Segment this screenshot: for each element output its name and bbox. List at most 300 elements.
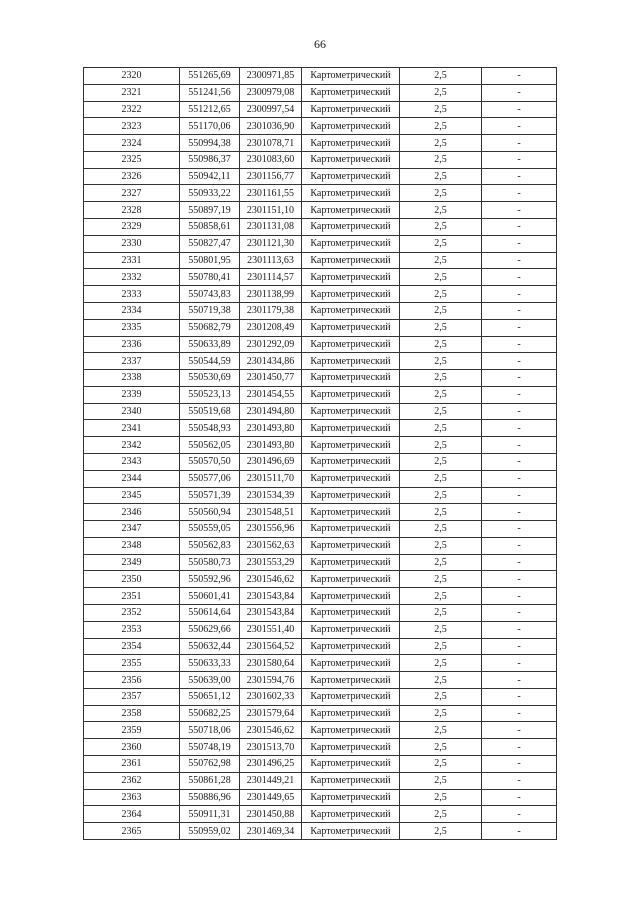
- y-coordinate-cell: 2301546,62: [240, 722, 302, 739]
- x-coordinate-cell: 550633,89: [180, 336, 240, 353]
- note-cell: -: [482, 772, 557, 789]
- error-cell: 2,5: [400, 370, 482, 387]
- note-cell: -: [482, 370, 557, 387]
- table-row: [84, 806, 557, 823]
- method-cell: Картометрический: [302, 789, 400, 806]
- y-coordinate-cell: 2301131,08: [240, 219, 302, 236]
- point-number-cell: 2320: [84, 68, 180, 85]
- table-row: [84, 118, 557, 135]
- note-cell: -: [482, 185, 557, 202]
- point-number-cell: 2340: [84, 403, 180, 420]
- x-coordinate-cell: 550530,69: [180, 370, 240, 387]
- error-cell: 2,5: [400, 286, 482, 303]
- table-row: [84, 588, 557, 605]
- y-coordinate-cell: 2301138,99: [240, 286, 302, 303]
- error-cell: 2,5: [400, 168, 482, 185]
- note-cell: -: [482, 420, 557, 437]
- method-cell: Картометрический: [302, 470, 400, 487]
- note-cell: -: [482, 118, 557, 135]
- point-number-cell: 2325: [84, 151, 180, 168]
- error-cell: 2,5: [400, 638, 482, 655]
- note-cell: -: [482, 286, 557, 303]
- method-cell: Картометрический: [302, 772, 400, 789]
- note-cell: -: [482, 655, 557, 672]
- y-coordinate-cell: 2301083,60: [240, 151, 302, 168]
- y-coordinate-cell: 2301469,34: [240, 823, 302, 840]
- x-coordinate-cell: 550519,68: [180, 403, 240, 420]
- table-row: [84, 302, 557, 319]
- note-cell: -: [482, 537, 557, 554]
- y-coordinate-cell: 2301454,55: [240, 386, 302, 403]
- coordinates-table-body: [84, 68, 557, 840]
- x-coordinate-cell: 550592,96: [180, 571, 240, 588]
- x-coordinate-cell: 550633,33: [180, 655, 240, 672]
- table-row: [84, 722, 557, 739]
- note-cell: -: [482, 219, 557, 236]
- x-coordinate-cell: 550719,38: [180, 302, 240, 319]
- method-cell: Картометрический: [302, 588, 400, 605]
- error-cell: 2,5: [400, 772, 482, 789]
- note-cell: -: [482, 403, 557, 420]
- point-number-cell: 2329: [84, 219, 180, 236]
- method-cell: Картометрический: [302, 621, 400, 638]
- note-cell: -: [482, 571, 557, 588]
- method-cell: Картометрический: [302, 655, 400, 672]
- table-row: [84, 504, 557, 521]
- method-cell: Картометрический: [302, 739, 400, 756]
- method-cell: Картометрический: [302, 806, 400, 823]
- table-row: [84, 571, 557, 588]
- error-cell: 2,5: [400, 672, 482, 689]
- table-row: [84, 453, 557, 470]
- note-cell: -: [482, 504, 557, 521]
- y-coordinate-cell: 2301161,55: [240, 185, 302, 202]
- note-cell: -: [482, 202, 557, 219]
- page-number: 66: [314, 37, 326, 51]
- note-cell: -: [482, 386, 557, 403]
- point-number-cell: 2348: [84, 537, 180, 554]
- note-cell: -: [482, 672, 557, 689]
- point-number-cell: 2322: [84, 101, 180, 118]
- note-cell: -: [482, 353, 557, 370]
- point-number-cell: 2337: [84, 353, 180, 370]
- point-number-cell: 2363: [84, 789, 180, 806]
- error-cell: 2,5: [400, 202, 482, 219]
- point-number-cell: 2326: [84, 168, 180, 185]
- error-cell: 2,5: [400, 504, 482, 521]
- x-coordinate-cell: 550827,47: [180, 235, 240, 252]
- table-row: [84, 739, 557, 756]
- table-row: [84, 202, 557, 219]
- error-cell: 2,5: [400, 353, 482, 370]
- error-cell: 2,5: [400, 554, 482, 571]
- point-number-cell: 2350: [84, 571, 180, 588]
- error-cell: 2,5: [400, 739, 482, 756]
- table-row: [84, 621, 557, 638]
- method-cell: Картометрический: [302, 252, 400, 269]
- note-cell: -: [482, 168, 557, 185]
- method-cell: Картометрический: [302, 118, 400, 135]
- table-row: [84, 487, 557, 504]
- y-coordinate-cell: 2301543,84: [240, 605, 302, 622]
- x-coordinate-cell: 551212,65: [180, 101, 240, 118]
- error-cell: 2,5: [400, 806, 482, 823]
- point-number-cell: 2358: [84, 705, 180, 722]
- y-coordinate-cell: 2301208,49: [240, 319, 302, 336]
- x-coordinate-cell: 550911,31: [180, 806, 240, 823]
- table-row: [84, 403, 557, 420]
- point-number-cell: 2362: [84, 772, 180, 789]
- x-coordinate-cell: 550570,50: [180, 453, 240, 470]
- table-row: [84, 386, 557, 403]
- y-coordinate-cell: 2301078,71: [240, 135, 302, 152]
- note-cell: -: [482, 739, 557, 756]
- method-cell: Картометрический: [302, 722, 400, 739]
- x-coordinate-cell: 550523,13: [180, 386, 240, 403]
- point-number-cell: 2355: [84, 655, 180, 672]
- y-coordinate-cell: 2301449,21: [240, 772, 302, 789]
- x-coordinate-cell: 550639,00: [180, 672, 240, 689]
- y-coordinate-cell: 2301496,69: [240, 453, 302, 470]
- method-cell: Картометрический: [302, 823, 400, 840]
- error-cell: 2,5: [400, 789, 482, 806]
- table-row: [84, 101, 557, 118]
- method-cell: Картометрический: [302, 185, 400, 202]
- point-number-cell: 2351: [84, 588, 180, 605]
- method-cell: Картометрический: [302, 688, 400, 705]
- error-cell: 2,5: [400, 135, 482, 152]
- method-cell: Картометрический: [302, 336, 400, 353]
- note-cell: -: [482, 319, 557, 336]
- error-cell: 2,5: [400, 688, 482, 705]
- y-coordinate-cell: 2301594,76: [240, 672, 302, 689]
- method-cell: Картометрический: [302, 403, 400, 420]
- error-cell: 2,5: [400, 470, 482, 487]
- note-cell: -: [482, 84, 557, 101]
- error-cell: 2,5: [400, 621, 482, 638]
- method-cell: Картометрический: [302, 487, 400, 504]
- x-coordinate-cell: 550601,41: [180, 588, 240, 605]
- method-cell: Картометрический: [302, 135, 400, 152]
- error-cell: 2,5: [400, 420, 482, 437]
- y-coordinate-cell: 2301496,25: [240, 756, 302, 773]
- table-row: [84, 756, 557, 773]
- y-coordinate-cell: 2301602,33: [240, 688, 302, 705]
- point-number-cell: 2331: [84, 252, 180, 269]
- note-cell: -: [482, 688, 557, 705]
- point-number-cell: 2353: [84, 621, 180, 638]
- table-row: [84, 420, 557, 437]
- error-cell: 2,5: [400, 386, 482, 403]
- error-cell: 2,5: [400, 437, 482, 454]
- note-cell: -: [482, 135, 557, 152]
- y-coordinate-cell: 2301121,30: [240, 235, 302, 252]
- x-coordinate-cell: 550614,64: [180, 605, 240, 622]
- method-cell: Картометрический: [302, 219, 400, 236]
- x-coordinate-cell: 550548,93: [180, 420, 240, 437]
- point-number-cell: 2349: [84, 554, 180, 571]
- point-number-cell: 2364: [84, 806, 180, 823]
- method-cell: Картометрический: [302, 638, 400, 655]
- y-coordinate-cell: 2301580,64: [240, 655, 302, 672]
- point-number-cell: 2328: [84, 202, 180, 219]
- y-coordinate-cell: 2301449,65: [240, 789, 302, 806]
- note-cell: -: [482, 68, 557, 85]
- method-cell: Картометрический: [302, 705, 400, 722]
- y-coordinate-cell: 2301511,70: [240, 470, 302, 487]
- point-number-cell: 2335: [84, 319, 180, 336]
- point-number-cell: 2344: [84, 470, 180, 487]
- x-coordinate-cell: 550571,39: [180, 487, 240, 504]
- x-coordinate-cell: 550897,19: [180, 202, 240, 219]
- note-cell: -: [482, 437, 557, 454]
- method-cell: Картометрический: [302, 571, 400, 588]
- note-cell: -: [482, 621, 557, 638]
- y-coordinate-cell: 2301493,80: [240, 420, 302, 437]
- note-cell: -: [482, 722, 557, 739]
- table-row: [84, 772, 557, 789]
- table-row: [84, 437, 557, 454]
- point-number-cell: 2365: [84, 823, 180, 840]
- table-row: [84, 789, 557, 806]
- error-cell: 2,5: [400, 185, 482, 202]
- error-cell: 2,5: [400, 319, 482, 336]
- x-coordinate-cell: 551241,56: [180, 84, 240, 101]
- note-cell: -: [482, 302, 557, 319]
- y-coordinate-cell: 2301562,63: [240, 537, 302, 554]
- table-row: [84, 68, 557, 85]
- error-cell: 2,5: [400, 487, 482, 504]
- x-coordinate-cell: 550544,59: [180, 353, 240, 370]
- method-cell: Картометрический: [302, 504, 400, 521]
- point-number-cell: 2321: [84, 84, 180, 101]
- table-row: [84, 353, 557, 370]
- point-number-cell: 2357: [84, 688, 180, 705]
- error-cell: 2,5: [400, 403, 482, 420]
- error-cell: 2,5: [400, 101, 482, 118]
- x-coordinate-cell: 550718,06: [180, 722, 240, 739]
- y-coordinate-cell: 2300971,85: [240, 68, 302, 85]
- method-cell: Картометрический: [302, 521, 400, 538]
- table-row: [84, 135, 557, 152]
- error-cell: 2,5: [400, 84, 482, 101]
- table-row: [84, 168, 557, 185]
- error-cell: 2,5: [400, 302, 482, 319]
- point-number-cell: 2339: [84, 386, 180, 403]
- note-cell: -: [482, 554, 557, 571]
- y-coordinate-cell: 2301151,10: [240, 202, 302, 219]
- point-number-cell: 2359: [84, 722, 180, 739]
- x-coordinate-cell: 550682,25: [180, 705, 240, 722]
- point-number-cell: 2346: [84, 504, 180, 521]
- point-number-cell: 2352: [84, 605, 180, 622]
- point-number-cell: 2327: [84, 185, 180, 202]
- method-cell: Картометрический: [302, 420, 400, 437]
- x-coordinate-cell: 551170,06: [180, 118, 240, 135]
- point-number-cell: 2342: [84, 437, 180, 454]
- error-cell: 2,5: [400, 655, 482, 672]
- error-cell: 2,5: [400, 118, 482, 135]
- method-cell: Картометрический: [302, 605, 400, 622]
- y-coordinate-cell: 2301579,64: [240, 705, 302, 722]
- point-number-cell: 2341: [84, 420, 180, 437]
- y-coordinate-cell: 2301292,09: [240, 336, 302, 353]
- note-cell: -: [482, 336, 557, 353]
- x-coordinate-cell: 550651,12: [180, 688, 240, 705]
- note-cell: -: [482, 806, 557, 823]
- note-cell: -: [482, 588, 557, 605]
- table-row: [84, 235, 557, 252]
- y-coordinate-cell: 2300979,08: [240, 84, 302, 101]
- x-coordinate-cell: 550559,05: [180, 521, 240, 538]
- table-row: [84, 151, 557, 168]
- x-coordinate-cell: 550562,83: [180, 537, 240, 554]
- method-cell: Картометрический: [302, 202, 400, 219]
- y-coordinate-cell: 2301556,96: [240, 521, 302, 538]
- note-cell: -: [482, 101, 557, 118]
- y-coordinate-cell: 2301534,39: [240, 487, 302, 504]
- error-cell: 2,5: [400, 823, 482, 840]
- method-cell: Картометрический: [302, 269, 400, 286]
- table-row: [84, 470, 557, 487]
- point-number-cell: 2361: [84, 756, 180, 773]
- x-coordinate-cell: 550858,61: [180, 219, 240, 236]
- table-row: [84, 705, 557, 722]
- point-number-cell: 2334: [84, 302, 180, 319]
- y-coordinate-cell: 2301036,90: [240, 118, 302, 135]
- note-cell: -: [482, 453, 557, 470]
- coordinates-table: [83, 67, 557, 840]
- point-number-cell: 2333: [84, 286, 180, 303]
- note-cell: -: [482, 789, 557, 806]
- y-coordinate-cell: 2301564,52: [240, 638, 302, 655]
- error-cell: 2,5: [400, 705, 482, 722]
- note-cell: -: [482, 487, 557, 504]
- note-cell: -: [482, 269, 557, 286]
- table-row: [84, 688, 557, 705]
- table-row: [84, 823, 557, 840]
- table-row: [84, 655, 557, 672]
- table-row: [84, 336, 557, 353]
- error-cell: 2,5: [400, 605, 482, 622]
- table-row: [84, 185, 557, 202]
- x-coordinate-cell: 550861,28: [180, 772, 240, 789]
- table-row: [84, 672, 557, 689]
- y-coordinate-cell: 2301546,62: [240, 571, 302, 588]
- x-coordinate-cell: 550801,95: [180, 252, 240, 269]
- table-row: [84, 537, 557, 554]
- x-coordinate-cell: 550886,96: [180, 789, 240, 806]
- error-cell: 2,5: [400, 588, 482, 605]
- y-coordinate-cell: 2301450,77: [240, 370, 302, 387]
- error-cell: 2,5: [400, 269, 482, 286]
- method-cell: Картометрический: [302, 453, 400, 470]
- point-number-cell: 2338: [84, 370, 180, 387]
- table-row: [84, 605, 557, 622]
- error-cell: 2,5: [400, 756, 482, 773]
- point-number-cell: 2345: [84, 487, 180, 504]
- point-number-cell: 2347: [84, 521, 180, 538]
- y-coordinate-cell: 2301179,38: [240, 302, 302, 319]
- method-cell: Картометрический: [302, 319, 400, 336]
- y-coordinate-cell: 2301551,40: [240, 621, 302, 638]
- note-cell: -: [482, 470, 557, 487]
- x-coordinate-cell: 550933,22: [180, 185, 240, 202]
- y-coordinate-cell: 2301113,63: [240, 252, 302, 269]
- error-cell: 2,5: [400, 521, 482, 538]
- method-cell: Картометрический: [302, 386, 400, 403]
- table-row: [84, 554, 557, 571]
- method-cell: Картометрический: [302, 151, 400, 168]
- point-number-cell: 2360: [84, 739, 180, 756]
- method-cell: Картометрический: [302, 554, 400, 571]
- x-coordinate-cell: 550959,02: [180, 823, 240, 840]
- table-row: [84, 370, 557, 387]
- error-cell: 2,5: [400, 336, 482, 353]
- table-row: [84, 638, 557, 655]
- x-coordinate-cell: 550762,98: [180, 756, 240, 773]
- note-cell: -: [482, 521, 557, 538]
- method-cell: Картометрический: [302, 84, 400, 101]
- table-row: [84, 286, 557, 303]
- error-cell: 2,5: [400, 571, 482, 588]
- error-cell: 2,5: [400, 537, 482, 554]
- error-cell: 2,5: [400, 722, 482, 739]
- method-cell: Картометрический: [302, 302, 400, 319]
- point-number-cell: 2354: [84, 638, 180, 655]
- method-cell: Картометрический: [302, 537, 400, 554]
- y-coordinate-cell: 2300997,54: [240, 101, 302, 118]
- method-cell: Картометрический: [302, 370, 400, 387]
- method-cell: Картометрический: [302, 353, 400, 370]
- method-cell: Картометрический: [302, 68, 400, 85]
- y-coordinate-cell: 2301156,77: [240, 168, 302, 185]
- point-number-cell: 2323: [84, 118, 180, 135]
- y-coordinate-cell: 2301548,51: [240, 504, 302, 521]
- note-cell: -: [482, 638, 557, 655]
- y-coordinate-cell: 2301434,86: [240, 353, 302, 370]
- y-coordinate-cell: 2301513,70: [240, 739, 302, 756]
- table-row: [84, 219, 557, 236]
- error-cell: 2,5: [400, 252, 482, 269]
- error-cell: 2,5: [400, 235, 482, 252]
- error-cell: 2,5: [400, 453, 482, 470]
- point-number-cell: 2343: [84, 453, 180, 470]
- x-coordinate-cell: 550994,38: [180, 135, 240, 152]
- method-cell: Картометрический: [302, 437, 400, 454]
- x-coordinate-cell: 550942,11: [180, 168, 240, 185]
- y-coordinate-cell: 2301553,29: [240, 554, 302, 571]
- x-coordinate-cell: 550780,41: [180, 269, 240, 286]
- note-cell: -: [482, 605, 557, 622]
- x-coordinate-cell: 550560,94: [180, 504, 240, 521]
- x-coordinate-cell: 550682,79: [180, 319, 240, 336]
- y-coordinate-cell: 2301450,88: [240, 806, 302, 823]
- y-coordinate-cell: 2301543,84: [240, 588, 302, 605]
- table-row: [84, 84, 557, 101]
- method-cell: Картометрический: [302, 756, 400, 773]
- note-cell: -: [482, 151, 557, 168]
- table-row: [84, 319, 557, 336]
- note-cell: -: [482, 823, 557, 840]
- error-cell: 2,5: [400, 219, 482, 236]
- x-coordinate-cell: 550562,05: [180, 437, 240, 454]
- table-row: [84, 269, 557, 286]
- point-number-cell: 2336: [84, 336, 180, 353]
- method-cell: Картометрический: [302, 672, 400, 689]
- x-coordinate-cell: 550986,37: [180, 151, 240, 168]
- error-cell: 2,5: [400, 68, 482, 85]
